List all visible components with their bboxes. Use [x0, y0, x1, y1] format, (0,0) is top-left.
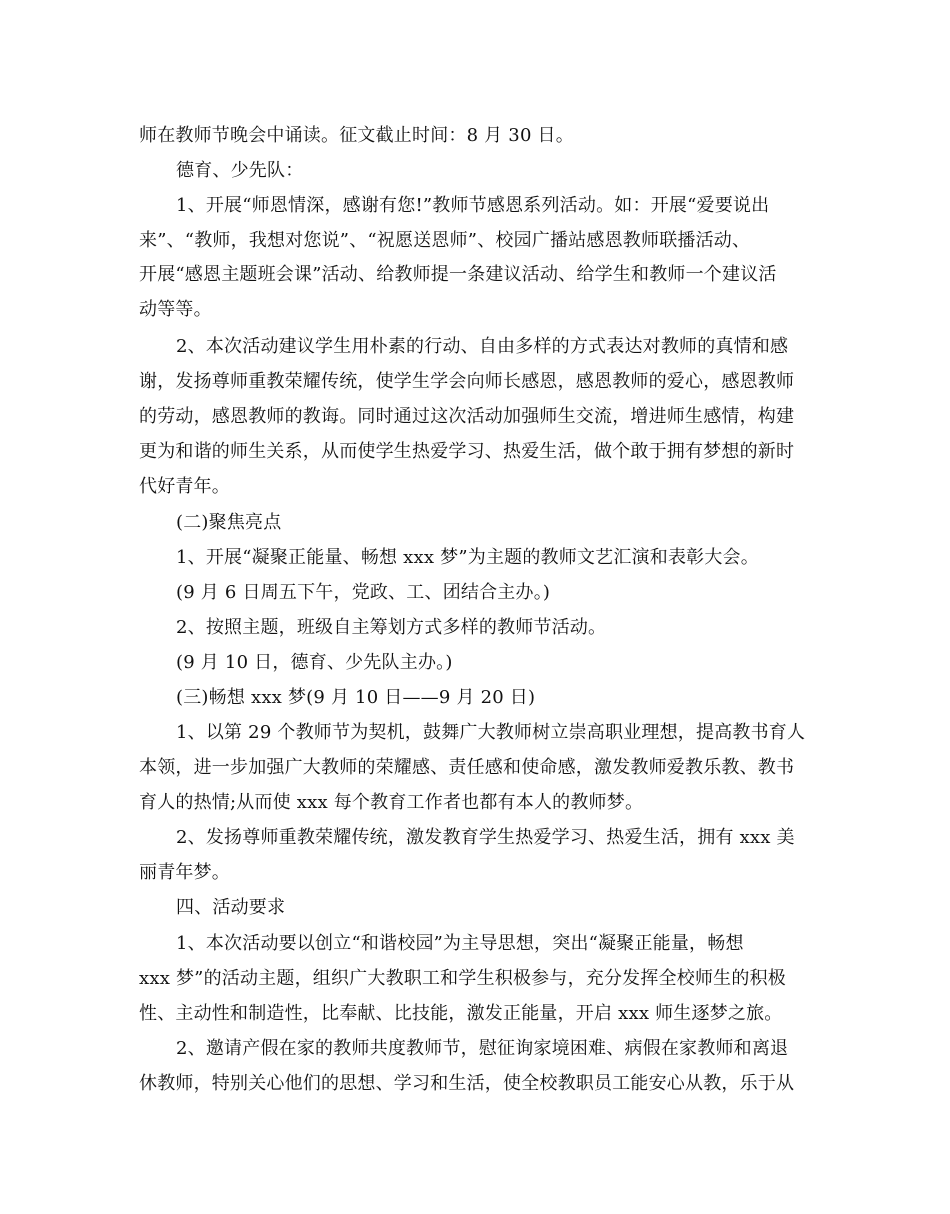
text-line: (9 月 10 日，德育、少先队主办。): [176, 652, 453, 673]
text-line: (9 月 6 日周五下午，党政、工、团结合主办。): [176, 582, 551, 603]
text-line: 育人的热情;从而使 xxx 每个教育工作者也都有本人的教师梦。: [139, 792, 644, 813]
text-line: 更为和谐的师生关系，从而使学生热爱学习、热爱生活，做个敢于拥有梦想的新时: [139, 441, 795, 462]
text-line: (二)聚焦亮点: [176, 512, 282, 533]
text-line: 的劳动，感恩教师的教诲。同时通过这次活动加强师生交流，增进师生感情，构建: [139, 406, 795, 427]
text-line: 2、本次活动建议学生用朴素的行动、自由多样的方式表达对教师的真情和感: [176, 336, 789, 357]
text-line: xxx 梦”的活动主题，组织广大教职工和学生积极参与，充分发挥全校师生的积极: [139, 968, 786, 989]
text-line: 开展“感恩主题班会课”活动、给教师提一条建议活动、给学生和教师一个建议活: [139, 264, 777, 285]
text-line: (三)畅想 xxx 梦(9 月 10 日——9 月 20 日): [176, 687, 536, 708]
text-line: 1、以第 29 个教师节为契机，鼓舞广大教师树立崇高职业理想，提高教书育人: [176, 722, 806, 743]
text-line: 丽青年梦。: [139, 862, 230, 883]
text-line: 2、邀请产假在家的教师共度教师节，慰征询家境困难、病假在家教师和离退: [176, 1038, 789, 1059]
text-line: 四、活动要求: [176, 897, 286, 918]
text-line: 休教师，特别关心他们的思想、学习和生活，使全校教职员工能安心从教，乐于从: [139, 1073, 795, 1094]
text-line: 1、开展“师恩情深，感谢有您!”教师节感恩系列活动。如：开展“爱要说出: [176, 195, 770, 216]
text-line: 性、主动性和制造性，比奉献、比技能，激发正能量，开启 xxx 师生逐梦之旅。: [139, 1003, 783, 1024]
text-line: 本领，进一步加强广大教师的荣耀感、责任感和使命感，激发教师爱教乐教、教书: [139, 757, 795, 778]
text-line: 1、开展“凝聚正能量、畅想 xxx 梦”为主题的教师文艺汇演和表彰大会。: [176, 547, 759, 568]
text-line: 德育、少先队：: [176, 160, 304, 181]
text-line: 2、按照主题，班级自主筹划方式多样的教师节活动。: [176, 617, 607, 638]
text-line: 动等等。: [139, 299, 212, 320]
text-line: 谢，发扬尊师重教荣耀传统，使学生学会向师长感恩，感恩教师的爱心，感恩教师: [139, 371, 795, 392]
text-line: 师在教师节晚会中诵读。征文截止时间：8 月 30 日。: [139, 125, 574, 146]
text-line: 代好青年。: [139, 476, 230, 497]
text-line: 2、发扬尊师重教荣耀传统，激发教育学生热爱学习、热爱生活，拥有 xxx 美: [176, 827, 795, 848]
text-line: 1、本次活动要以创立“和谐校园”为主导思想，突出“凝聚正能量，畅想: [176, 933, 744, 954]
text-line: 来”、“教师，我想对您说”、“祝愿送恩师”、校园广播站感恩教师联播活动、: [139, 230, 751, 251]
